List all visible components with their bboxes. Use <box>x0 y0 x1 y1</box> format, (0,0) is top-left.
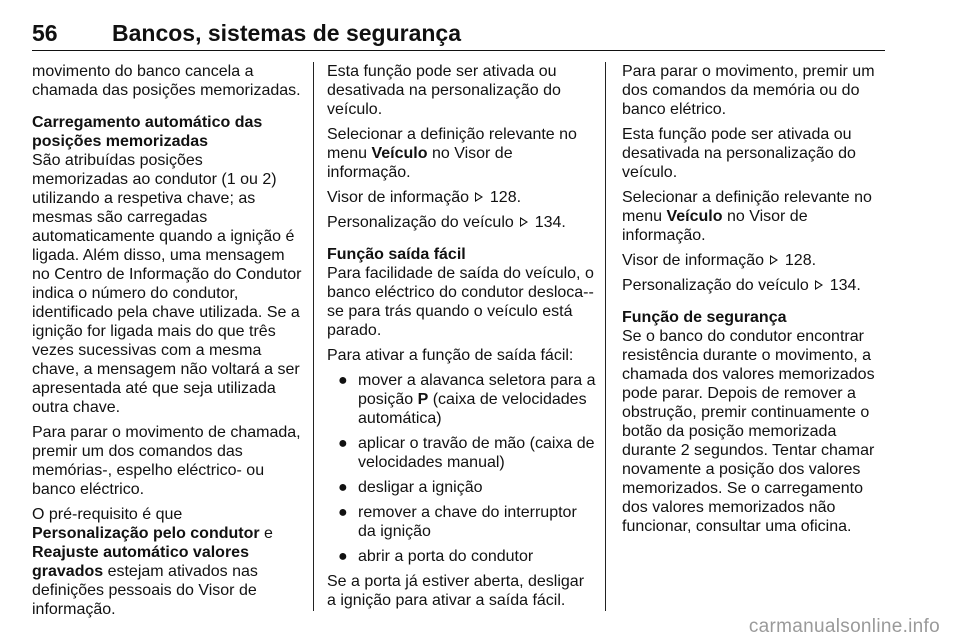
page-ref: 134. <box>829 277 861 294</box>
menu-term: Reajuste automático valores gravados <box>32 544 249 580</box>
page-reference-icon <box>815 280 823 290</box>
section-heading: Função saída fácil <box>327 246 466 263</box>
list-item <box>327 478 597 497</box>
page-title: Bancos, sistemas de segurança <box>112 20 461 46</box>
cross-reference <box>622 276 892 295</box>
list-item <box>327 434 597 472</box>
paragraph: Se o banco do condutor encontrar resistência durante o movimento, a chamada dos valores memorizados pode parar. Depois de remover a obstrução, premir continuamente o botão da posição memorizada durante 2 segundos. Tentar chamar novamente a posição dos valores memorizados. Se o carregamento dos valores memorizados não funcionar, consultar uma oficina. <box>622 328 875 535</box>
cross-reference <box>327 213 597 232</box>
text: Selecionar a definição relevante no menu <box>622 189 872 225</box>
paragraph: Para parar o movimento, premir um dos comandos da memória ou do banco elétrico. <box>622 63 875 118</box>
column-3 <box>622 62 892 542</box>
menu-term: Personalização pelo condutor <box>32 525 260 542</box>
page-header <box>32 20 892 54</box>
page-ref: 134. <box>534 214 566 231</box>
text: estejam ativados nas definições pessoais do Visor de informação. <box>32 563 258 618</box>
paragraph <box>32 505 302 619</box>
page-reference-icon <box>520 217 528 227</box>
bullet-icon: ● <box>338 479 348 496</box>
list-item <box>327 547 597 566</box>
paragraph: movimento do banco cancela a chamada das posições memorizadas. <box>32 63 301 99</box>
paragraph <box>622 188 892 245</box>
list-item <box>327 503 597 541</box>
text: Visor de informação <box>327 189 469 206</box>
bullet-icon: ● <box>338 435 348 452</box>
text: O pré-requisito é que <box>32 506 183 523</box>
text: no Visor de informação. <box>327 145 513 181</box>
text: abrir a porta do condutor <box>358 548 534 565</box>
text: aplicar o travão de mão (caixa de velocidades manual) <box>358 435 595 471</box>
page-reference-icon <box>770 255 778 265</box>
gear-position: P <box>417 391 429 408</box>
paragraph <box>327 125 597 182</box>
text: (caixa de velocidades automática) <box>358 391 587 427</box>
bullet-list <box>327 371 597 566</box>
page-reference-icon <box>475 192 483 202</box>
paragraph: Se a porta já estiver aberta, desligar a ignição para ativar a saída fácil. <box>327 573 585 609</box>
column-1 <box>32 62 302 625</box>
text: Selecionar a definição relevante no menu <box>327 126 577 162</box>
column-2 <box>327 62 597 616</box>
paragraph: Para ativar a função de saída fácil: <box>327 347 574 364</box>
menu-term: Veículo <box>666 208 723 225</box>
cross-reference <box>327 188 597 207</box>
text: Personalização do veículo <box>327 214 514 231</box>
section-heading: Carregamento automático das posições memorizadas <box>32 114 263 150</box>
text: Visor de informação <box>622 252 764 269</box>
page-ref: 128. <box>784 252 817 269</box>
list-item <box>327 371 597 428</box>
cross-reference <box>622 251 892 270</box>
page-number: 56 <box>32 20 58 46</box>
text: no Visor de informação. <box>622 208 808 244</box>
header-rule <box>32 50 885 51</box>
column-divider <box>605 62 606 611</box>
paragraph: Esta função pode ser ativada ou desativada na personalização do veículo. <box>327 63 561 118</box>
text: desligar a ignição <box>358 479 483 496</box>
text: e <box>259 525 273 542</box>
page-ref: 128. <box>489 189 522 206</box>
section-heading: Função de segurança <box>622 309 787 326</box>
menu-term: Veículo <box>371 145 428 162</box>
paragraph: Para facilidade de saída do veículo, o banco eléctrico do condutor desloca--se para trás quando o veículo está parado. <box>327 265 594 339</box>
bullet-icon: ● <box>338 372 348 389</box>
column-divider <box>313 62 314 611</box>
text: mover a alavanca seletora para a posição <box>358 372 596 408</box>
paragraph: Esta função pode ser ativada ou desativada na personalização do veículo. <box>622 126 856 181</box>
text: Personalização do veículo <box>622 277 809 294</box>
text: remover a chave do interruptor da ignição <box>358 504 577 540</box>
paragraph: São atribuídas posições memorizadas ao condutor (1 ou 2) utilizando a respetiva chave; as mesmas são carregadas automaticamente quando a ignição é ligada. Além disso, uma mensagem no Centro de Informação do Condutor indica o número do condutor, identificado pela chave utilizada. Se a ignição for ligada mais do que três vezes sucessivas com a mesma chave, a mensagem não voltará a ser apresentada até que seja utilizada outra chave. <box>32 152 302 416</box>
paragraph: Para parar o movimento de chamada, premir um dos comandos das memórias-, espelho eléctrico- ou banco eléctrico. <box>32 424 301 498</box>
watermark: carmanualsonline.info <box>748 616 940 637</box>
bullet-icon: ● <box>338 504 348 521</box>
bullet-icon: ● <box>338 548 348 565</box>
